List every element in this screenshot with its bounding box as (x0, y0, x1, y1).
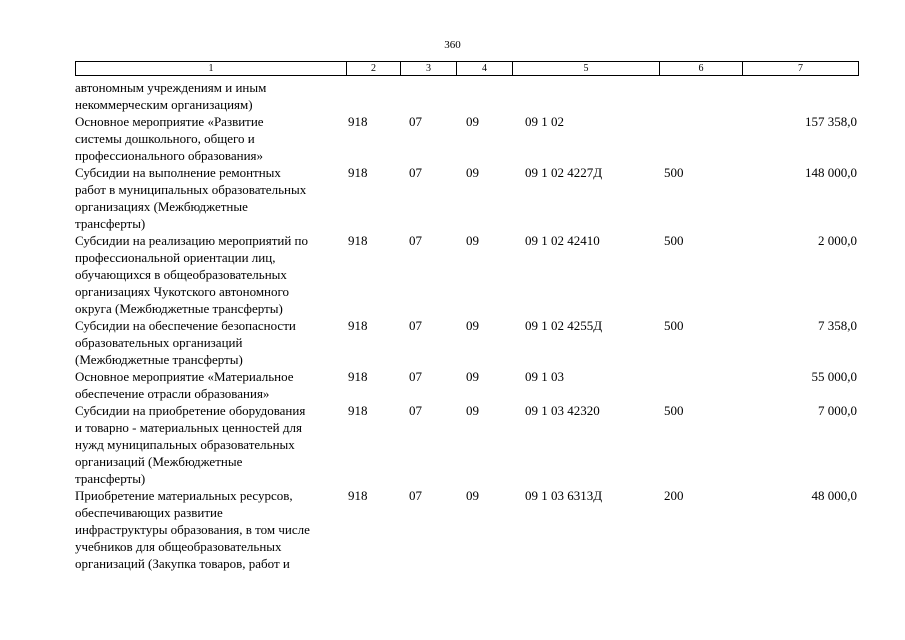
description-line: автономным учреждениям и иным (75, 80, 267, 95)
target-article: 09 1 02 42410 (525, 233, 600, 248)
section-code: 07 (409, 233, 422, 248)
section-code: 07 (409, 318, 422, 333)
admin-code: 918 (348, 403, 368, 418)
subsection-code: 09 (466, 318, 479, 333)
target-article: 09 1 02 (525, 114, 564, 129)
row-description (75, 317, 346, 368)
row-description (75, 79, 346, 113)
subsection-code: 09 (466, 233, 479, 248)
header-col-4: 4 (457, 62, 513, 75)
amount: 7 000,0 (818, 403, 857, 418)
description-line: Приобретение материальных ресурсов, (75, 488, 293, 503)
expense-type: 500 (664, 233, 684, 248)
table-header (75, 61, 859, 76)
expense-type: 500 (664, 318, 684, 333)
header-col-1: 1 (76, 62, 347, 75)
section-code: 07 (409, 165, 422, 180)
description-line: трансферты) (75, 216, 146, 231)
description-line: трансферты) (75, 471, 146, 486)
subsection-code: 09 (466, 165, 479, 180)
description-line: Субсидии на обеспечение безопасности (75, 318, 296, 333)
header-col-5: 5 (513, 62, 660, 75)
table-row (75, 164, 857, 232)
row-description (75, 113, 346, 164)
header-col-7: 7 (798, 63, 803, 74)
description-line: обучающихся в общеобразовательных (75, 267, 287, 282)
admin-code: 918 (348, 488, 368, 503)
admin-code: 918 (348, 369, 368, 384)
description-line: обеспечение отрасли образования» (75, 386, 270, 401)
subsection-code: 09 (466, 114, 479, 129)
target-article: 09 1 02 4227Д (525, 165, 603, 180)
description-line: профессиональной ориентации лиц, (75, 250, 276, 265)
description-line: (Межбюджетные трансферты) (75, 352, 243, 367)
table-row (75, 368, 857, 402)
subsection-code: 09 (466, 403, 479, 418)
section-code: 07 (409, 114, 422, 129)
table-row (75, 113, 857, 164)
admin-code: 918 (348, 233, 368, 248)
description-line: обеспечивающих развитие (75, 505, 223, 520)
header-col-3: 3 (401, 62, 457, 75)
description-line: инфраструктуры образования, в том числе (75, 522, 310, 537)
description-line: организаций (Закупка товаров, работ и (75, 556, 290, 571)
table-row (75, 232, 857, 317)
description-line: профессионального образования» (75, 148, 264, 163)
description-line: и товарно - материальных ценностей для (75, 420, 302, 435)
amount: 55 000,0 (811, 369, 857, 384)
target-article: 09 1 03 42320 (525, 403, 600, 418)
subsection-code: 09 (466, 488, 479, 503)
description-line: Субсидии на выполнение ремонтных (75, 165, 281, 180)
description-line: учебников для общеобразовательных (75, 539, 282, 554)
header-col-2: 2 (347, 62, 401, 75)
description-line: Основное мероприятие «Материальное (75, 369, 294, 384)
amount: 148 000,0 (805, 165, 857, 180)
description-line: системы дошкольного, общего и (75, 131, 255, 146)
target-article: 09 1 02 4255Д (525, 318, 603, 333)
row-description (75, 368, 346, 402)
expense-type: 200 (664, 488, 684, 503)
row-description (75, 402, 346, 487)
section-code: 07 (409, 403, 422, 418)
admin-code: 918 (348, 165, 368, 180)
section-code: 07 (409, 369, 422, 384)
description-line: организаций (Межбюджетные (75, 454, 243, 469)
row-description (75, 232, 346, 317)
amount: 48 000,0 (811, 488, 857, 503)
expense-type: 500 (664, 165, 684, 180)
subsection-code: 09 (466, 369, 479, 384)
amount: 2 000,0 (818, 233, 857, 248)
page-number: 360 (444, 39, 461, 51)
amount: 7 358,0 (818, 318, 857, 333)
admin-code: 918 (348, 114, 368, 129)
description-line: работ в муниципальных образовательных (75, 182, 307, 197)
table-row (75, 79, 857, 113)
description-line: округа (Межбюджетные трансферты) (75, 301, 283, 316)
header-col-6: 6 (660, 62, 743, 75)
description-line: Основное мероприятие «Развитие (75, 114, 264, 129)
description-line: Субсидии на приобретение оборудования (75, 403, 306, 418)
table-row (75, 402, 857, 487)
table-body (75, 79, 857, 572)
expense-type: 500 (664, 403, 684, 418)
section-code: 07 (409, 488, 422, 503)
row-description (75, 487, 346, 572)
description-line: организациях Чукотского автономного (75, 284, 290, 299)
row-description (75, 164, 346, 232)
target-article: 09 1 03 (525, 369, 564, 384)
description-line: некоммерческим организациям) (75, 97, 253, 112)
description-line: организациях (Межбюджетные (75, 199, 248, 214)
table-row (75, 317, 857, 368)
amount: 157 358,0 (805, 114, 857, 129)
description-line: образовательных организаций (75, 335, 243, 350)
target-article: 09 1 03 6313Д (525, 488, 603, 503)
description-line: нужд муниципальных образовательных (75, 437, 295, 452)
description-line: Субсидии на реализацию мероприятий по (75, 233, 309, 248)
table-row (75, 487, 857, 572)
admin-code: 918 (348, 318, 368, 333)
